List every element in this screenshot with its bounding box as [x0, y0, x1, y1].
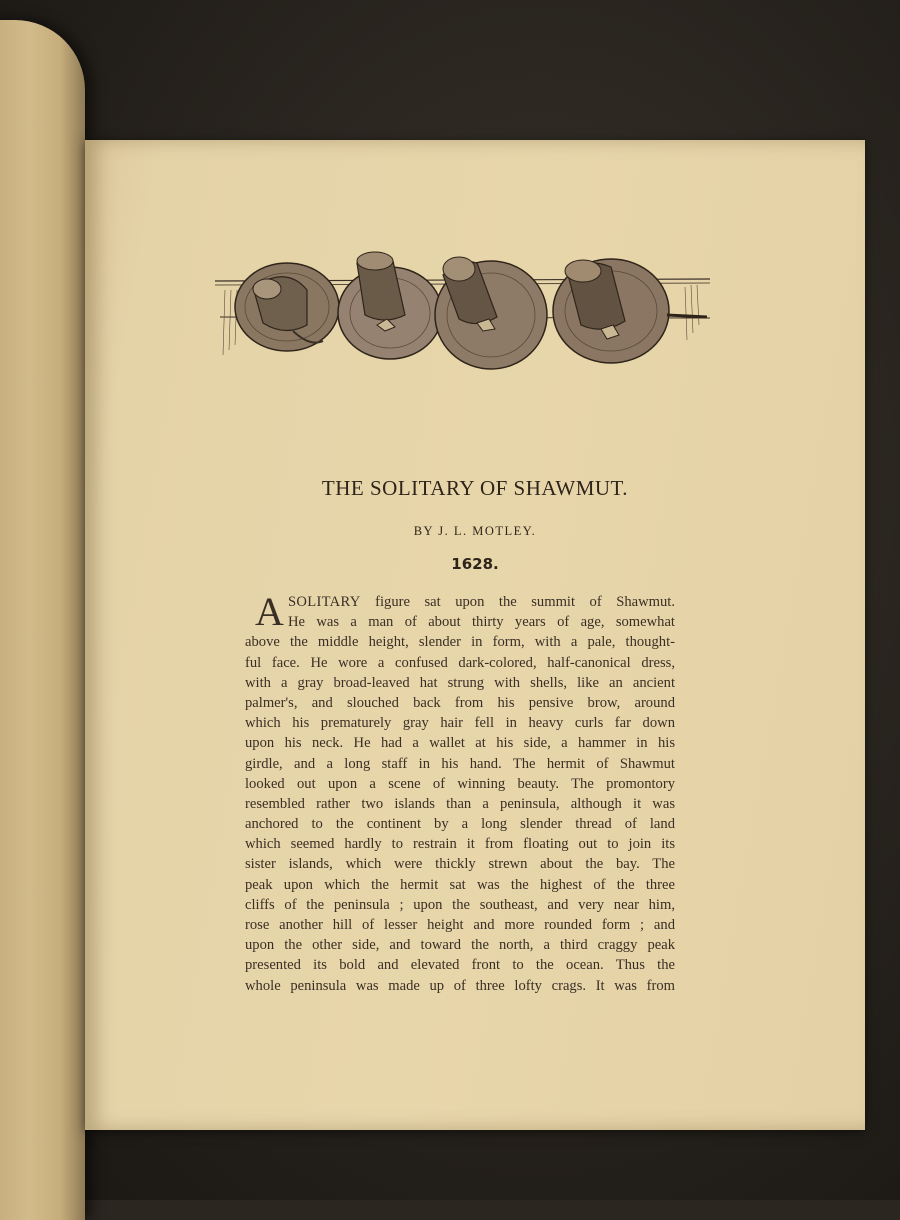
hats-illustration [215, 245, 715, 385]
left-page-edge [0, 20, 85, 1220]
story-body [245, 589, 675, 996]
body-line: which seemed hardly to restrain it from floating out to join its [245, 836, 675, 853]
lead-word: SOLITARY [288, 594, 361, 610]
body-line: sister islands, which were thickly strewn about the bay. The [245, 856, 675, 873]
story-author: BY J. L. MOTLEY. [413, 524, 537, 538]
body-line: girdle, and a long staff in his hand. The hermit of Shawmut [245, 755, 675, 772]
story-year: 1628. [451, 555, 499, 573]
body-line: presented its bold and elevated front to the ocean. Thus the [245, 957, 675, 974]
body-line: peak upon which the hermit sat was the highest of the three [245, 876, 675, 893]
body-line: which his prematurely gray hair fell in heavy curls far down [245, 715, 675, 732]
body-line: above the middle height, slender in form, with a pale, thought- [245, 634, 675, 651]
body-line: whole peninsula was made up of three lofty crags. It was from [245, 977, 675, 994]
drop-cap: A [255, 589, 284, 634]
body-line: ful face. He wore a confused dark-colored, half-canonical dress, [245, 654, 675, 671]
body-line: He was a man of about thirty years of age, somewhat [288, 614, 675, 631]
body-line: resembled rather two islands than a peninsula, although it was [245, 795, 675, 812]
body-line [245, 592, 675, 612]
story-title: THE SOLITARY OF SHAWMUT. [321, 476, 629, 500]
body-line: rose another hill of lesser height and more rounded form ; and [245, 917, 675, 933]
hat-1 [235, 263, 339, 351]
body-line: cliffs of the peninsula ; upon the southeast, and very near him, [245, 896, 675, 913]
body-line-text: figure sat upon the summit of Shawmut. [360, 594, 675, 610]
hat-4 [553, 259, 707, 363]
hat-3 [435, 257, 547, 369]
body-line: upon his neck. He had a wallet at his side, a hammer in his [245, 735, 675, 752]
body-line: palmer's, and slouched back from his pensive brow, around [245, 694, 675, 711]
body-line: upon the other side, and toward the north, a third craggy peak [245, 937, 675, 954]
body-line: anchored to the continent by a long slender thread of land [245, 816, 675, 833]
hat-2 [338, 252, 442, 359]
body-line: looked out upon a scene of winning beauty. The promontory [245, 775, 675, 792]
body-line: with a gray broad-leaved hat strung with shells, like an ancient [245, 674, 675, 691]
